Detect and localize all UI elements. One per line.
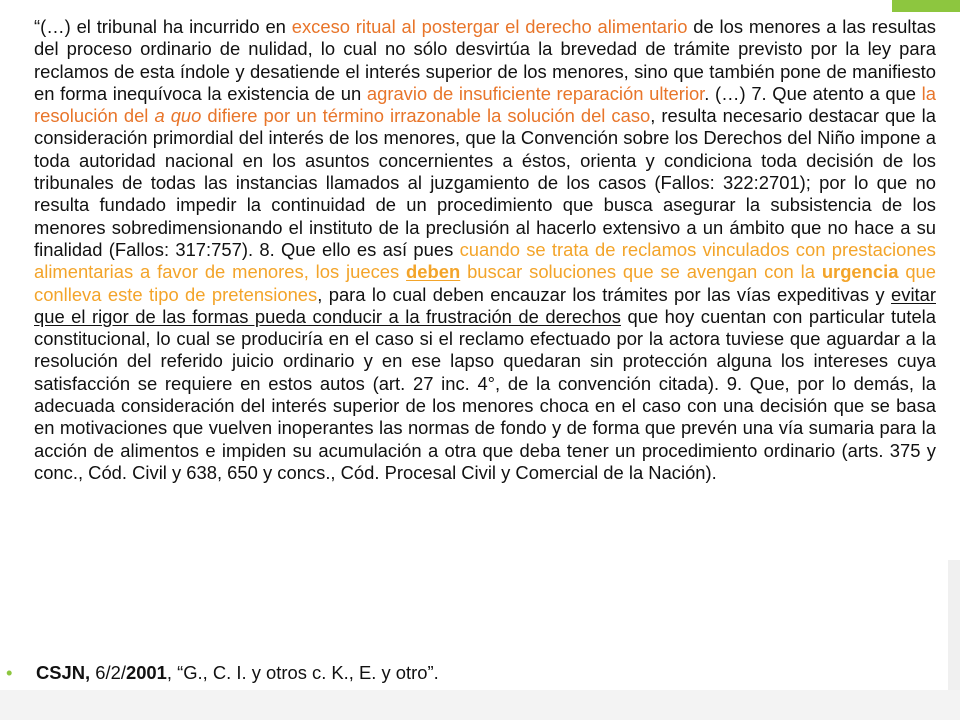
quote-segment-hl: exceso ritual al postergar el derecho alimentario: [291, 16, 688, 37]
quote-segment-hl: la resolución del: [34, 82, 936, 127]
quote-segment-hl: agravio de insuficiente reparación ulterior: [366, 82, 705, 104]
corner-accent-bar: [892, 0, 960, 12]
quote-segment-normal: de los menores a las resultas del proceso ordinario de nulidad, lo cual no sólo desvirtúa la brevedad de trámite previsto por la ley para reclamos de esta índole y desatiende el interés superior de los menores, sino que también pone de manifiesto en forma inequívoca la existencia de un: [34, 16, 936, 104]
quote-segment-hl2: cuando se trata de reclamos vinculados con prestaciones alimentarias a favor de menores, los jueces: [34, 238, 936, 283]
quote-segment-u: evitar que el rigor de las formas pueda conducir a la frustración de derechos: [34, 283, 936, 327]
quote-segment-normal: “(…) el tribunal ha incurrido en: [34, 16, 292, 37]
citation-case-name: , “G., C. I. y otros c. K., E. y otro”.: [166, 662, 439, 683]
quote-segment-hl2: que conlleva este tipo de pretensiones: [34, 261, 937, 305]
quote-segment-normal: , para lo cual deben encauzar los trámites por las vías expeditivas y: [317, 283, 892, 305]
bottom-decoration-band: [0, 690, 960, 720]
quote-segment-normal: . (…) 7. Que atento a que: [704, 82, 922, 104]
citation-court: CSJN,: [36, 662, 91, 683]
quote-segment-hl2: buscar soluciones que se avengan con la: [460, 261, 822, 283]
quote-segment-hl-i: a quo: [154, 105, 202, 127]
quote-segment-normal: que hoy cuentan con particular tutela constitucional, lo cual se produciría en el caso si el reclamo efectuado por la actora tuviese que aguardar a la resolución del referido juicio ordinario y en ese lapso quedaran sin protección alguna los intereses cuya satisfacción se requiere en estos autos (art. 27 inc. 4°, de la convención citada). 9. Que, por lo demás, la adecuada consideración del interés superior de los menores choca en el caso con una decisión que se basa en motivaciones que vuelven inoperantes las normas de fondo y de forma que prevén una vía sumaria para la acción de alimentos e impiden su acumulación a otra que deba tener un procedimiento ordinario (arts. 375 y conc., Cód. Civil y 638, 650 y concs., Cód. Procesal Civil y Comercial de la Nación).: [34, 305, 936, 483]
citation-bullet: [4, 662, 924, 684]
bullet-icon: •: [6, 662, 13, 683]
quoted-ruling-paragraph: [34, 16, 936, 484]
quote-segment-hl: difiere por un término irrazonable la solución del caso: [201, 105, 651, 127]
citation-date-prefix: 6/2/: [90, 662, 126, 683]
quote-segment-hl2-b: urgencia: [821, 261, 899, 283]
quote-segment-hl2-b-u: deben: [406, 261, 461, 283]
quote-segment-normal: , resulta necesario destacar que la consideración primordial del interés de los menores, que la Convención sobre los Derechos del Niño impone a toda autoridad nacional en los asuntos concernientes a éstos, orienta y condiciona toda decisión de los tribunales de todas las instancias llamados al juzgamiento de los casos (Fallos: 322:2701); por lo que no resulta fundado impedir la continuidad de un procedimiento que busca asegurar la subsistencia de los menores sobredimensionando el instituto de la preclusión al hacerlo extensivo a un ámbito que no hace a su finalidad (Fallos: 317:757). 8. Que ello es así pues: [34, 105, 936, 260]
citation-year: 2001: [125, 662, 167, 683]
